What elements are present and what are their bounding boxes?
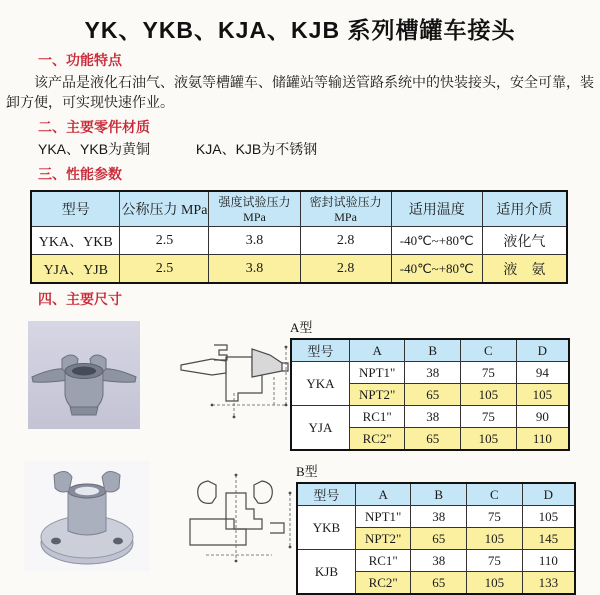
cell-temperature: -40℃~+80℃ — [391, 227, 482, 255]
col-c: C — [467, 483, 523, 506]
cell-b: 38 — [405, 362, 461, 384]
col-a: A — [349, 339, 405, 362]
cell-thread: NPT1" — [349, 362, 405, 384]
cell-b: 65 — [411, 572, 467, 595]
col-b: B — [405, 339, 461, 362]
cell-d: 110 — [522, 550, 575, 572]
cell-d: 133 — [522, 572, 575, 595]
table-row — [291, 362, 569, 384]
cell-b: 65 — [411, 528, 467, 550]
col-d: D — [516, 339, 569, 362]
cell-c: 105 — [461, 384, 517, 406]
cell-thread: NPT1" — [355, 506, 411, 528]
cell-thread: RC1" — [355, 550, 411, 572]
cell-d: 90 — [516, 406, 569, 428]
section-drawing-b — [178, 467, 296, 569]
cell-c: 105 — [461, 428, 517, 451]
material-brass: YKA、YKB为黄铜 — [38, 141, 151, 157]
cell-nominal: 2.5 — [120, 227, 209, 255]
section3-heading: 三、性能参数 — [38, 166, 122, 182]
type-b-header-row — [297, 483, 575, 506]
cell-c: 75 — [461, 406, 517, 428]
cell-model: YKA、YKB — [31, 227, 120, 255]
cell-c: 105 — [467, 572, 523, 595]
cell-seal: 2.8 — [300, 227, 391, 255]
section1-heading: 一、功能特点 — [38, 52, 122, 68]
dimension-row-a — [28, 317, 600, 451]
materials-line — [38, 139, 600, 159]
table-row — [291, 406, 569, 428]
cell-thread: RC2" — [349, 428, 405, 451]
cell-b: 38 — [411, 506, 467, 528]
col-model: 型号 — [291, 339, 349, 362]
section1-paragraph: 该产品是液化石油气、液氨等槽罐车、储罐站等输送管路系统中的快装接头，安全可靠，装卸方便，可实现快速作业。 — [6, 74, 594, 110]
col-b: B — [411, 483, 467, 506]
cell-medium: 液 氨 — [482, 255, 567, 284]
cell-b: 38 — [411, 550, 467, 572]
col-a: A — [355, 483, 411, 506]
cell-model: KJB — [297, 550, 355, 595]
dimension-row-b — [28, 461, 600, 595]
col-nominal-pressure: 公称压力 MPa — [120, 191, 209, 227]
cell-nominal: 2.5 — [120, 255, 209, 284]
type-a-block — [290, 317, 570, 451]
col-model: 型号 — [297, 483, 355, 506]
cell-thread: RC2" — [355, 572, 411, 595]
type-a-header-row — [291, 339, 569, 362]
cell-temperature: -40℃~+80℃ — [391, 255, 482, 284]
section4-heading: 四、主要尺寸 — [38, 291, 122, 307]
col-temperature: 适用温度 — [391, 191, 482, 227]
table-row — [31, 227, 567, 255]
type-b-label: B型 — [296, 464, 318, 479]
cell-d: 105 — [516, 384, 569, 406]
cell-d: 145 — [522, 528, 575, 550]
page-title: YK、YKB、KJA、KJB 系列槽罐车接头 — [84, 17, 516, 43]
coupling-photo-b — [24, 461, 150, 571]
cell-strength: 3.8 — [209, 227, 300, 255]
cell-b: 38 — [405, 406, 461, 428]
cell-medium: 液化气 — [482, 227, 567, 255]
cell-model: YJA、YJB — [31, 255, 120, 284]
performance-table-header-row — [31, 191, 567, 227]
cell-b: 65 — [405, 428, 461, 451]
cell-c: 75 — [461, 362, 517, 384]
type-b-block — [296, 461, 576, 595]
cell-thread: RC1" — [349, 406, 405, 428]
section-drawing-a — [178, 329, 290, 425]
cell-strength: 3.8 — [209, 255, 300, 284]
coupling-photo-a — [28, 321, 140, 429]
cell-model: YJA — [291, 406, 349, 451]
table-row — [297, 550, 575, 572]
cell-seal: 2.8 — [300, 255, 391, 284]
material-stainless: KJA、KJB为不锈钢 — [195, 141, 318, 157]
table-row — [297, 506, 575, 528]
col-strength-test: 强度试验压力MPa — [209, 191, 300, 227]
col-model: 型号 — [31, 191, 120, 227]
col-medium: 适用介质 — [482, 191, 567, 227]
cell-thread: NPT2" — [355, 528, 411, 550]
cell-model: YKB — [297, 506, 355, 550]
type-a-table — [290, 338, 570, 451]
cell-d: 94 — [516, 362, 569, 384]
col-d: D — [522, 483, 575, 506]
performance-table — [30, 190, 568, 284]
type-b-table — [296, 482, 576, 595]
col-seal-test: 密封试验压力MPa — [300, 191, 391, 227]
cell-c: 105 — [467, 528, 523, 550]
cell-model: YKA — [291, 362, 349, 406]
cell-d: 110 — [516, 428, 569, 451]
type-a-label: A型 — [290, 320, 313, 335]
cell-d: 105 — [522, 506, 575, 528]
cell-thread: NPT2" — [349, 384, 405, 406]
cell-c: 75 — [467, 550, 523, 572]
table-row — [31, 255, 567, 284]
cell-c: 75 — [467, 506, 523, 528]
col-c: C — [461, 339, 517, 362]
cell-b: 65 — [405, 384, 461, 406]
section2-heading: 二、主要零件材质 — [38, 119, 150, 135]
